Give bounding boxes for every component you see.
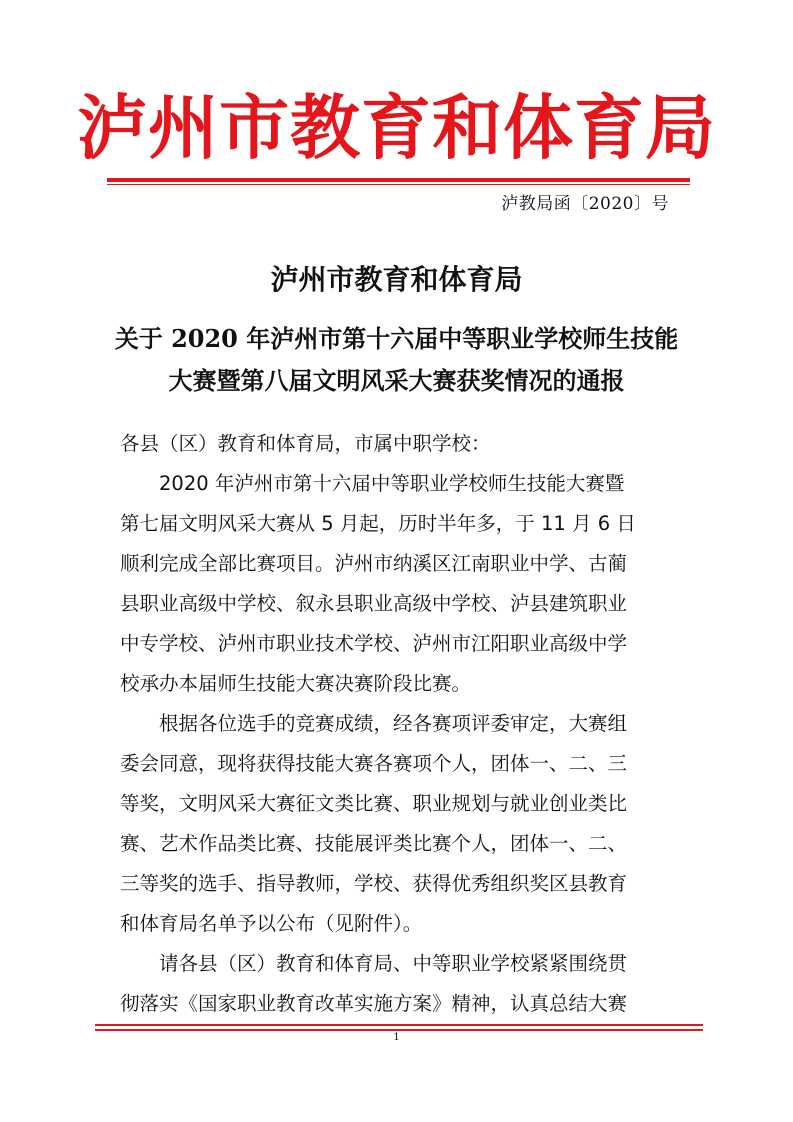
paragraph-line: 第七届文明风采大赛从 5 月起，历时半年多，于 11 月 6 日 (120, 512, 636, 535)
paragraph-line: 委会同意，现将获得技能大赛各赛项个人，团体一、二、三 (120, 752, 628, 775)
footer-red-rule-thin (95, 1029, 703, 1031)
salutation: 各县（区）教育和体育局，市属中职学校： (120, 432, 491, 455)
paragraph-line: 2020 年泸州市第十六届中等职业学校师生技能大赛暨 (120, 472, 625, 495)
paragraph-line: 校承办本届师生技能大赛决赛阶段比赛。 (120, 672, 472, 695)
paragraph-1 (120, 464, 676, 704)
paragraph-2 (120, 704, 676, 944)
masthead-title: 泸州市教育和体育局 (77, 86, 716, 169)
paragraph-line: 请各县（区）教育和体育局、中等职业学校紧紧围绕贯 (120, 952, 628, 975)
document-title (0, 318, 793, 402)
issuer-heading: 泸州市教育和体育局 (270, 263, 523, 296)
masthead-red-rule (107, 178, 690, 182)
paragraph-line: 三等奖的选手、指导教师，学校、获得优秀组织奖区县教育 (120, 872, 628, 895)
paragraph-line: 和体育局名单予以公布（见附件）。 (120, 912, 423, 935)
paragraph-line: 根据各位选手的竞赛成绩，经各赛项评委审定，大赛组 (120, 712, 628, 735)
paragraph-line: 等奖，文明风采大赛征文类比赛、职业规划与就业创业类比 (120, 792, 628, 815)
footer-red-rule (95, 1024, 703, 1026)
paragraph-line: 县职业高级中学校、叙永县职业高级中学校、泸县建筑职业 (120, 592, 628, 615)
document-number: 泸教局函〔2020〕号 (501, 194, 669, 214)
paragraph-line: 中专学校、泸州市职业技术学校、泸州市江阳职业高级中学 (120, 632, 628, 655)
paragraph-3 (120, 944, 676, 1024)
masthead-red-rule-thin (107, 184, 690, 185)
paragraph-line: 赛、艺术作品类比赛、技能展评类比赛个人，团体一、二、 (120, 832, 628, 855)
page-number: 1 (393, 1032, 400, 1043)
title-line-1: 关于 2020 年泸州市第十六届中等职业学校师生技能 (114, 324, 679, 353)
title-line-2: 大赛暨第八届文明风采大赛获奖情况的通报 (168, 366, 625, 395)
paragraph-line: 彻落实《国家职业教育改革实施方案》精神，认真总结大赛 (120, 992, 628, 1015)
document-body (120, 424, 676, 1024)
paragraph-line: 顺利完成全部比赛项目。泸州市纳溪区江南职业中学、古蔺 (120, 552, 628, 575)
